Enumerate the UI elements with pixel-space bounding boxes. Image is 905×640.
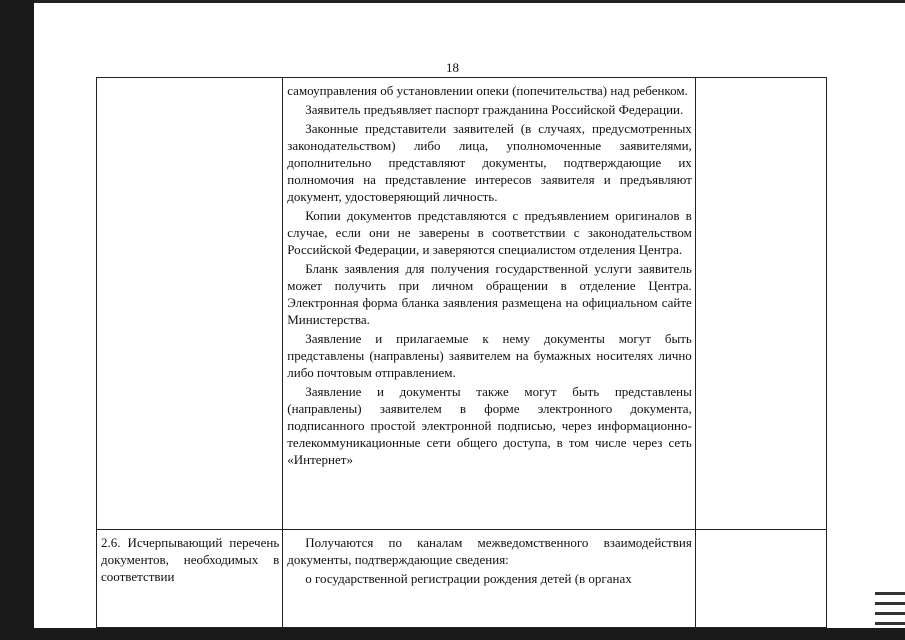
paragraph: Копии документов представляются с предъявлением оригиналов в случае, если они не заверены в соответствии с законодательством Российской Федерации, и заверяются специалистом отделения Центра. xyxy=(287,208,692,257)
table-row xyxy=(97,530,827,628)
row-content-cell xyxy=(283,530,696,628)
page-number: 18 xyxy=(446,60,459,75)
paragraph: Бланк заявления для получения государственной услуги заявитель может получить при личном обращении в отделение Центра. Электронная форма бланка заявления размещена на официальном сайте Министерства. xyxy=(287,261,692,327)
paragraph: о государственной регистрации рождения детей (в органах xyxy=(305,571,632,586)
table-row xyxy=(97,78,827,530)
scan-edge-left xyxy=(0,0,34,628)
row-label xyxy=(97,78,282,84)
row-note-cell xyxy=(695,530,826,628)
paragraph: Получаются по каналам межведомственного взаимодействия документы, подтверждающие сведения: xyxy=(287,535,692,567)
row-label-cell xyxy=(97,78,283,530)
scan-edge-bottom xyxy=(0,628,905,640)
scan-edge-right xyxy=(875,592,905,628)
paragraph: Законные представители заявителей (в случаях, предусмотренных законодательством) либо лица, уполномоченные заявителями, дополнительно представляют документы, подтверждающие их полномочия на представление интересов заявителя и предъявляют документ, удостоверяющий личность. xyxy=(287,121,692,204)
row-note-cell xyxy=(695,78,826,530)
scan-edge-top xyxy=(34,0,905,3)
regulation-table xyxy=(96,77,827,628)
row-content-cell xyxy=(283,78,696,530)
row-label: 2.6. Исчерпывающий перечень документов, необходимых в соответствии xyxy=(101,535,280,584)
row-label-cell xyxy=(97,530,283,628)
paragraph: Заявитель предъявляет паспорт гражданина Российской Федерации. xyxy=(305,102,684,117)
paragraph: самоуправления об установлении опеки (попечительства) над ребенком. xyxy=(287,83,688,98)
paragraph: Заявление и прилагаемые к нему документы могут быть представлены (направлены) заявителем на бумажных носителях лично либо почтовым отправлением. xyxy=(287,331,692,380)
paragraph: Заявление и документы также могут быть представлены (направлены) заявителем в форме электронного документа, подписанного простой электронной подписью, через информационно-телекоммуникационные сети общего доступа, в том числе через сеть «Интернет» xyxy=(287,384,692,467)
